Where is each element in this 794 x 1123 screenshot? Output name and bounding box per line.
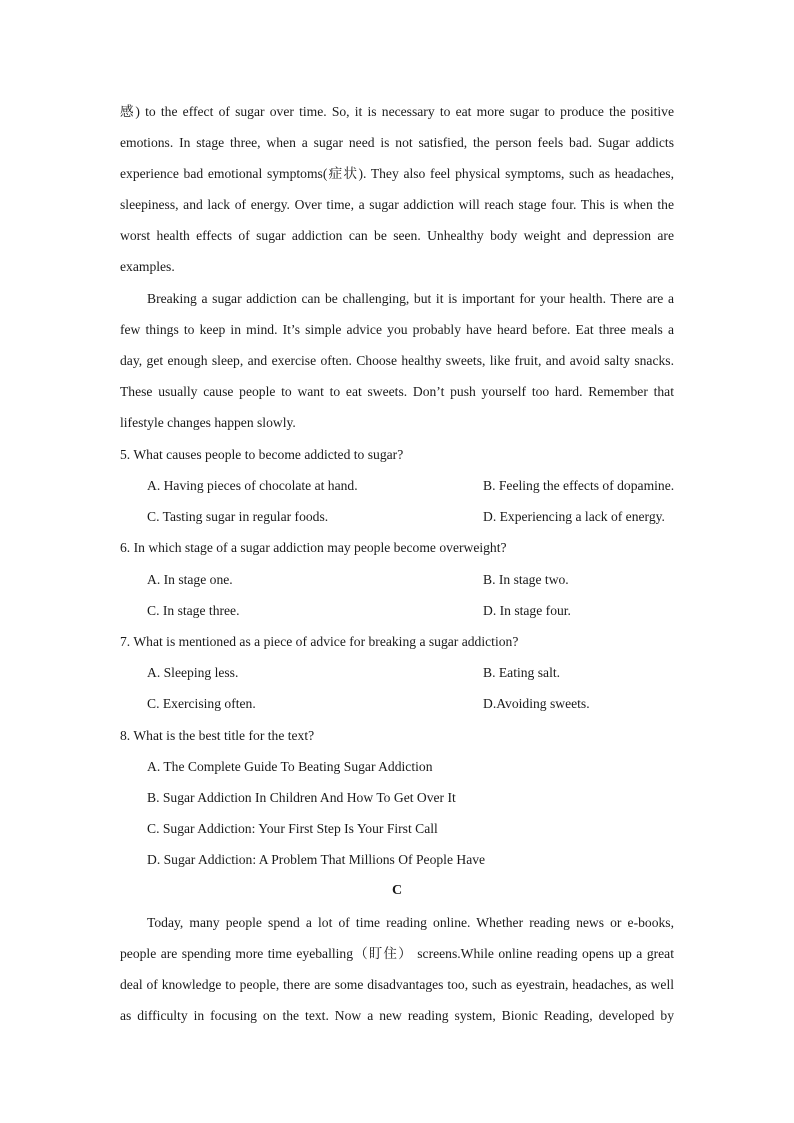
paragraph-line: day, get enough sleep, and exercise often. Choose healthy sweets, like fruit, and avoid salty snacks. <box>120 353 674 368</box>
paragraph-line: deal of knowledge to people, there are some disadvantages too, such as eyestrain, headaches, as well <box>120 977 674 992</box>
paragraph-line: Breaking a sugar addiction can be challenging, but it is important for your health. There are a <box>147 291 674 306</box>
paragraph-line: examples. <box>120 259 175 274</box>
option-a: A. Sleeping less. <box>147 665 239 680</box>
option-c: C. Exercising often. <box>147 696 256 711</box>
question-stem: 6. In which stage of a sugar addiction may people become overweight? <box>120 540 507 555</box>
option-c: C. Tasting sugar in regular foods. <box>147 509 329 524</box>
paragraph-line: as difficulty in focusing on the text. Now a new reading system, Bionic Reading, developed by <box>120 1008 674 1023</box>
option-c: C. Sugar Addiction: Your First Step Is Your First Call <box>147 821 438 836</box>
option-a: A. Having pieces of chocolate at hand. <box>147 478 358 493</box>
paragraph-line: sleepiness, and lack of energy. Over time, a sugar addiction will reach stage four. This is when the <box>120 197 674 212</box>
paragraph-line: Today, many people spend a lot of time reading online. Whether reading news or e-books, <box>147 915 674 930</box>
paragraph-line: lifestyle changes happen slowly. <box>120 415 296 430</box>
question-stem: 8. What is the best title for the text? <box>120 728 315 743</box>
section-heading: C <box>391 883 403 898</box>
paragraph-line: emotions. In stage three, when a sugar need is not satisfied, the person feels bad. Sugar addicts <box>120 135 674 150</box>
option-d: D. Experiencing a lack of energy. <box>483 509 665 524</box>
option-b: B. Sugar Addiction In Children And How To Get Over It <box>147 790 456 805</box>
option-b: B. In stage two. <box>483 572 569 587</box>
option-a: A. The Complete Guide To Beating Sugar Addiction <box>147 759 433 774</box>
option-a: A. In stage one. <box>147 572 233 587</box>
paragraph-line: experience bad emotional symptoms(症状). They also feel physical symptoms, such as headaches, <box>120 166 674 181</box>
option-b: B. Feeling the effects of dopamine. <box>483 478 675 493</box>
paragraph-line: 感) to the effect of sugar over time. So, it is necessary to eat more sugar to produce the positive <box>120 104 674 119</box>
option-b: B. Eating salt. <box>483 665 561 680</box>
paragraph-line: worst health effects of sugar addiction can be seen. Unhealthy body weight and depression are <box>120 228 674 243</box>
question-stem: 5. What causes people to become addicted to sugar? <box>120 447 404 462</box>
question-stem: 7. What is mentioned as a piece of advice for breaking a sugar addiction? <box>120 634 519 649</box>
paragraph-line: people are spending more time eyeballing（盯住） screens.While online reading opens up a great <box>120 946 674 961</box>
paragraph-line: few things to keep in mind. It’s simple advice you probably have heard before. Eat three meals a <box>120 322 674 337</box>
paragraph-line: These usually cause people to want to eat sweets. Don’t push yourself too hard. Remember that <box>120 384 674 399</box>
option-d: D. Sugar Addiction: A Problem That Millions Of People Have <box>147 852 486 867</box>
option-c: C. In stage three. <box>147 603 240 618</box>
option-d: D.Avoiding sweets. <box>483 696 590 711</box>
option-d: D. In stage four. <box>483 603 571 618</box>
